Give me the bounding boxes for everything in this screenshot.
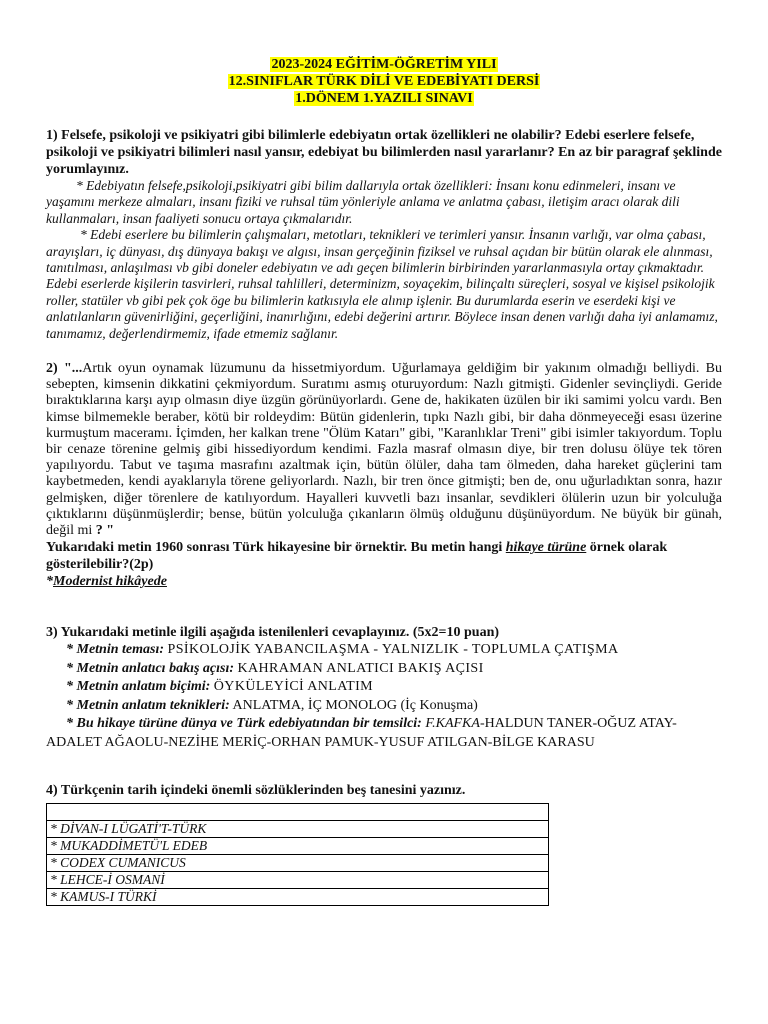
question-2-text-post: örnek olarak gösterilebilir?(2p) [46, 540, 668, 573]
question-3: 3) Yukarıdaki metinle ilgili aşağıda istenilenleri cevaplayınız. (5x2=10 puan) [46, 625, 500, 641]
passage-close-quote: ? " [95, 523, 115, 539]
style-item [46, 678, 722, 697]
table-row [47, 855, 549, 872]
narrator-item [46, 660, 722, 679]
answer-2-text: * Edebi eserlere bu bilimlerin çalışmaları, metotları, teknikleri ve terimleri yansır. İnsanın varlığı, var olma çabası, arayışları, iç dünyası, dış dünyaya bakışı ve algısı, insan gerçeğinin fiziksel ve ruhsal açıdan bir bütün olarak ele alınması, tanıtılması, anlaşılması vb gibi doneler edebiyatın ve adı geçen bilimlerin birbirinden yararlanmasıyla ortay çıkmaktadır. Edebi eserlerde kişilerin tasvirleri, ruhsal tahlilleri, determinizm, soyaçekim, bilinçaltı süreçleri, sosyal ve kişisel psikolojik roller, statüler vb gibi pek çok öge bu bilimlerin katkısıyla ele alınıp işlenir. Bu durumlarda eserin ve eserdeki kişi ve anlatılanların güvenirliğini, geçerliğini, inanırlığını, edebi değerini artırır. Böylece insan denen varlığı daha iyi anlamamız, tanımamız, değerlendirmemiz, ifade etmemiz sağlanır. [46, 227, 718, 341]
answer-text: Modernist hikâyede [53, 574, 167, 590]
representative-label: * Bu hikaye türüne dünya ve Türk edebiyatından bir temsilci: [66, 716, 422, 732]
question-4: 4) Türkçenin tarih içindeki önemli sözlüklerinden beş tanesini yazınız. [46, 783, 466, 799]
passage-text: Artık oyun oynamak lüzumunu da hissetmiyordum. Uğurlamaya geldiğim bir yakınım olmadığı belliydi. Bu sebepten, kimsenin dikkatini çekmiyordum. Suratımı asmış oturuyordum: Nazlı gitmişti. Gidenler sevinçliydi. Geride bıraktıklarına karşı ayıp olmasın diye üzgün görünüyorlardı. Gene de, hakikaten üzülen bir iki samimi yolcu vardı. Ben kimse bilmemekle beraber, kötü bir roldeydim: Bütün gidenlerin, tıpkı Nazlı gibi, bir daha dönmeyeceği esası üzerine kurmuştum maceramı. İçimden, her kalkan trene "Ölüm Katarı" gibi, "Karanlıklar Treni" gibi isimler takıyordum. Toplu bir cenaze törenine gelmiş gibi hissediyordum kendimi. Fazla masraf olmasın diye, bir tren dolusu ölüye tek tören yapılıyordu. Tabut ve taşıma masrafını azaltmak için, bütün ölüler, daha tam ölmeden, daha hareket güçlerini tam kaybetmeden, kendi ayaklarıyla törene geliyorlardı. Nazlı, bir tren önce gitmişti; ben de, onu uğurladıktan sonra, hazır gelmişken, diğer törenlere de katılıyordum. Hayalleri kuvvetli bazı insanlar, sevdikleri ölülerin uzun bir yolculuğa çıktıklarını düşünmüşlerdir; bense, bütün yolculuğa çıkanların ölmüş olduğunu düşünüyordum. Ne büyük bir günah, değil mi [46, 361, 722, 539]
representative-rest: -HALDUN TANER-OĞUZ ATAY-ADALET AĞAOLU-NEZİHE MERİÇ-ORHAN PAMUK-YUSUF ATILGAN-BİLGE KARASU [46, 716, 677, 750]
question-3-answers [46, 641, 722, 752]
header-course: 12.SINIFLAR TÜRK DİLİ VE EDEBİYATI DERSİ [228, 74, 540, 89]
table-cell: * KAMUS-I TÜRKİ [47, 889, 549, 906]
question-2-passage [46, 361, 722, 539]
theme-item [46, 641, 722, 660]
narrator-label: * Metnin anlatıcı bakış açısı: [66, 660, 235, 676]
style-value: ÖYKÜLEYİCİ ANLATIM [213, 679, 374, 695]
answer-star: * [46, 574, 53, 590]
representative-kafka: F.KAFKA [425, 716, 480, 732]
question-2-number: 2) [46, 361, 58, 377]
answer-1-text: * Edebiyatın felsefe,psikoloji,psikiyatri gibi bilim dallarıyla ortak özellikleri: İnsanı konu edinmeleri, insanı ve yaşamını merkeze almaları, insanı fiziki ve ruhsal tüm yönleriyle anlama ve anlatma çabası, iletişim aracı olarak dili kullanmaları, insan faaliyeti sonucu ortaya çıkmalarıdır. [46, 178, 680, 226]
table-row [47, 821, 549, 838]
question-1: 1) Felsefe, psikoloji ve psikiyatri gibi bilimlerle edebiyatın ortak özellikleri ne olabilir? Edebi eserlere felsefe, psikoloji ve psikiyatri bilimleri nasıl yansır, edebiyat bu bilimlerden nasıl yararlanır? En az bir paragraf şeklinde yorumlayınız. [46, 128, 722, 177]
table-cell: * CODEX CUMANICUS [47, 855, 549, 872]
question-2-text-pre: Yukarıdaki metin 1960 sonrası Türk hikayesine bir örnektir. Bu metin hangi [46, 540, 506, 556]
header-year: 2023-2024 EĞİTİM-ÖĞRETİM YILI [271, 57, 497, 72]
table-cell: * MUKADDİMETÜ'L EDEB [47, 838, 549, 855]
table-row [47, 804, 549, 821]
technique-value: ANLATMA, İÇ MONOLOG (İç Konuşma) [232, 697, 478, 713]
narrator-value: KAHRAMAN ANLATICI BAKIŞ AÇISI [237, 660, 484, 676]
table-cell [47, 804, 549, 821]
question-1-answer-2 [46, 227, 722, 342]
table-row [47, 889, 549, 906]
exam-page [46, 56, 722, 906]
exam-header [46, 56, 722, 107]
question-2 [46, 539, 722, 573]
dictionary-table [46, 803, 549, 906]
technique-label: * Metnin anlatım teknikleri: [66, 697, 230, 713]
header-exam: 1.DÖNEM 1.YAZILI SINAVI [295, 91, 473, 106]
question-2-underlined: hikaye türüne [505, 540, 587, 556]
table-cell: * DİVAN-I LÜGATİ'T-TÜRK [47, 821, 549, 838]
passage-open-quote: "... [63, 361, 83, 377]
theme-value: PSİKOLOJİK YABANCILAŞMA - YALNIZLIK - TOPLUMLA ÇATIŞMA [167, 642, 619, 658]
representative-item [46, 715, 722, 752]
question-1-answer-1 [46, 178, 722, 227]
table-row [47, 838, 549, 855]
table-cell: * LEHCE-İ OSMANİ [47, 872, 549, 889]
question-2-answer [46, 573, 722, 590]
style-label: * Metnin anlatım biçimi: [66, 679, 211, 695]
table-row [47, 872, 549, 889]
technique-item [46, 697, 722, 716]
theme-label: * Metnin teması: [66, 642, 165, 658]
